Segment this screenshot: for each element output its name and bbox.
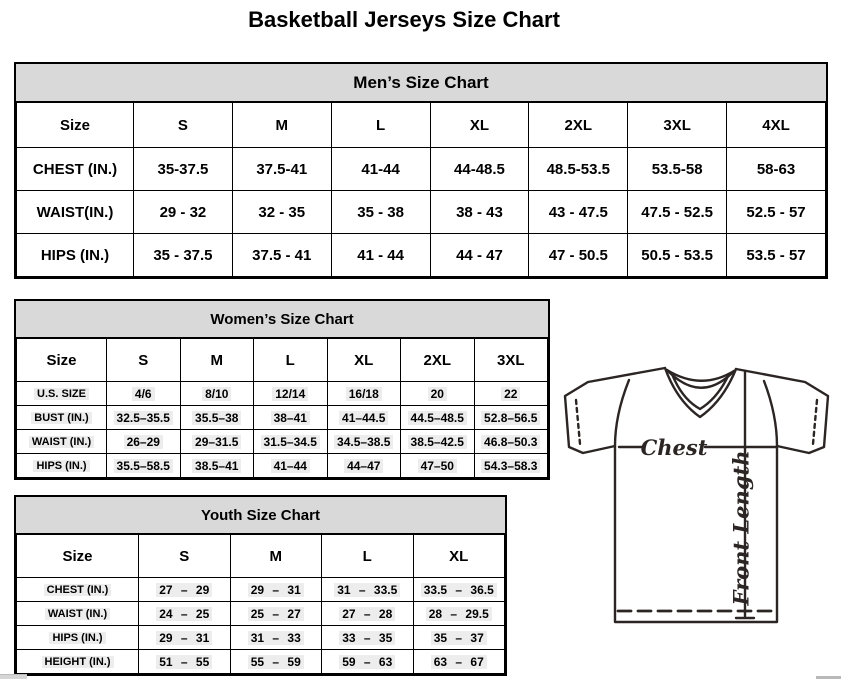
youth-column-header: M <box>230 535 322 578</box>
men-size-table <box>16 102 826 277</box>
women-column-header: Size <box>17 339 107 382</box>
youth-cell: 29 – 31 <box>139 626 231 650</box>
men-column-header: 2XL <box>529 103 628 148</box>
youth-cell: 27 – 29 <box>139 578 231 602</box>
men-column-header: S <box>134 103 233 148</box>
men-table-row <box>17 234 826 277</box>
men-column-header: Size <box>17 103 134 148</box>
youth-row-label: HEIGHT (IN.) <box>17 650 139 674</box>
right-sleeve-seam <box>764 381 777 446</box>
youth-column-header: L <box>322 535 414 578</box>
women-row-label: WAIST (IN.) <box>17 430 107 454</box>
women-cell: 41–44 <box>254 454 328 478</box>
youth-cell: 31 – 33.5 <box>322 578 414 602</box>
women-column-header: XL <box>327 339 401 382</box>
youth-cell: 27 – 28 <box>322 602 414 626</box>
men-cell: 41 - 44 <box>331 234 430 277</box>
men-cell: 48.5-53.5 <box>529 148 628 191</box>
men-table-row <box>17 191 826 234</box>
women-cell: 44.5–48.5 <box>401 406 475 430</box>
women-cell: 16/18 <box>327 382 401 406</box>
men-cell: 37.5 - 41 <box>232 234 331 277</box>
vneck-collar-inner <box>672 374 729 409</box>
youth-table-row <box>17 602 505 626</box>
women-cell: 22 <box>474 382 548 406</box>
men-column-header: L <box>331 103 430 148</box>
youth-cell: 59 – 63 <box>322 650 414 674</box>
women-cell: 35.5–38 <box>180 406 254 430</box>
men-row-label: HIPS (IN.) <box>17 234 134 277</box>
youth-cell: 31 – 33 <box>230 626 322 650</box>
men-header-row <box>17 103 826 148</box>
page-title: Basketball Jerseys Size Chart <box>248 7 560 32</box>
women-size-table <box>16 338 548 478</box>
women-table-row <box>17 430 548 454</box>
men-cell: 44-48.5 <box>430 148 529 191</box>
women-column-header: L <box>254 339 328 382</box>
men-cell: 47 - 50.5 <box>529 234 628 277</box>
women-cell: 52.8–56.5 <box>474 406 548 430</box>
youth-row-label: WAIST (IN.) <box>17 602 139 626</box>
youth-header-row <box>17 535 505 578</box>
youth-cell: 63 – 67 <box>413 650 505 674</box>
youth-row-label: HIPS (IN.) <box>17 626 139 650</box>
mens-size-chart <box>14 62 828 279</box>
men-cell: 38 - 43 <box>430 191 529 234</box>
youth-cell: 24 – 25 <box>139 602 231 626</box>
men-cell: 41-44 <box>331 148 430 191</box>
men-cell: 35 - 38 <box>331 191 430 234</box>
women-column-header: S <box>107 339 181 382</box>
youth-column-header: S <box>139 535 231 578</box>
women-column-header: 2XL <box>401 339 475 382</box>
men-table-row <box>17 148 826 191</box>
youth-column-header: XL <box>413 535 505 578</box>
men-cell: 58-63 <box>727 148 826 191</box>
men-row-label: CHEST (IN.) <box>17 148 134 191</box>
right-cuff-dashed-line <box>813 400 817 444</box>
womens-size-chart <box>14 299 550 480</box>
women-cell: 32.5–35.5 <box>107 406 181 430</box>
men-cell: 37.5-41 <box>232 148 331 191</box>
women-header-row <box>17 339 548 382</box>
women-row-label: BUST (IN.) <box>17 406 107 430</box>
youth-cell: 55 – 59 <box>230 650 322 674</box>
women-cell: 20 <box>401 382 475 406</box>
youth-cell: 35 – 37 <box>413 626 505 650</box>
women-table-row <box>17 406 548 430</box>
women-cell: 12/14 <box>254 382 328 406</box>
youth-cell: 33.5 – 36.5 <box>413 578 505 602</box>
women-row-label: U.S. SIZE <box>17 382 107 406</box>
men-column-header: XL <box>430 103 529 148</box>
women-cell: 34.5–38.5 <box>327 430 401 454</box>
youth-cell: 33 – 35 <box>322 626 414 650</box>
women-cell: 4/6 <box>107 382 181 406</box>
women-table-row <box>17 454 548 478</box>
left-cuff-dashed-line <box>576 400 580 444</box>
women-cell: 41–44.5 <box>327 406 401 430</box>
scrollbar-fragment-left <box>0 674 27 679</box>
men-column-header: 3XL <box>628 103 727 148</box>
men-cell: 35-37.5 <box>134 148 233 191</box>
youth-size-table <box>16 534 505 674</box>
men-cell: 32 - 35 <box>232 191 331 234</box>
youth-chart-title: Youth Size Chart <box>16 497 505 534</box>
men-cell: 44 - 47 <box>430 234 529 277</box>
left-sleeve-seam <box>615 380 629 446</box>
women-column-header: 3XL <box>474 339 548 382</box>
men-column-header: M <box>232 103 331 148</box>
women-column-header: M <box>180 339 254 382</box>
women-cell: 46.8–50.3 <box>474 430 548 454</box>
men-cell: 53.5-58 <box>628 148 727 191</box>
men-column-header: 4XL <box>727 103 826 148</box>
women-row-label: HIPS (IN.) <box>17 454 107 478</box>
youth-cell: 51 – 55 <box>139 650 231 674</box>
youth-cell: 25 – 27 <box>230 602 322 626</box>
youth-column-header: Size <box>17 535 139 578</box>
youth-row-label: CHEST (IN.) <box>17 578 139 602</box>
women-cell: 26–29 <box>107 430 181 454</box>
youth-cell: 29 – 31 <box>230 578 322 602</box>
youth-table-row <box>17 626 505 650</box>
women-cell: 38.5–42.5 <box>401 430 475 454</box>
women-chart-title: Women’s Size Chart <box>16 301 548 338</box>
men-cell: 47.5 - 52.5 <box>628 191 727 234</box>
chest-label: Chest <box>640 435 708 460</box>
youth-size-chart <box>14 495 507 676</box>
men-cell: 52.5 - 57 <box>727 191 826 234</box>
women-cell: 8/10 <box>180 382 254 406</box>
front-length-label: Front Length <box>728 450 754 606</box>
women-table-row <box>17 382 548 406</box>
women-cell: 44–47 <box>327 454 401 478</box>
women-cell: 54.3–58.3 <box>474 454 548 478</box>
men-cell: 29 - 32 <box>134 191 233 234</box>
men-row-label: WAIST(IN.) <box>17 191 134 234</box>
men-cell: 53.5 - 57 <box>727 234 826 277</box>
women-cell: 47–50 <box>401 454 475 478</box>
women-cell: 35.5–58.5 <box>107 454 181 478</box>
women-cell: 38.5–41 <box>180 454 254 478</box>
jersey-measurement-diagram <box>555 355 843 645</box>
women-cell: 29–31.5 <box>180 430 254 454</box>
youth-table-row <box>17 578 505 602</box>
youth-cell: 28 – 29.5 <box>413 602 505 626</box>
men-cell: 35 - 37.5 <box>134 234 233 277</box>
men-cell: 43 - 47.5 <box>529 191 628 234</box>
women-cell: 38–41 <box>254 406 328 430</box>
women-cell: 31.5–34.5 <box>254 430 328 454</box>
men-cell: 50.5 - 53.5 <box>628 234 727 277</box>
youth-table-row <box>17 650 505 674</box>
men-chart-title: Men’s Size Chart <box>16 64 826 102</box>
